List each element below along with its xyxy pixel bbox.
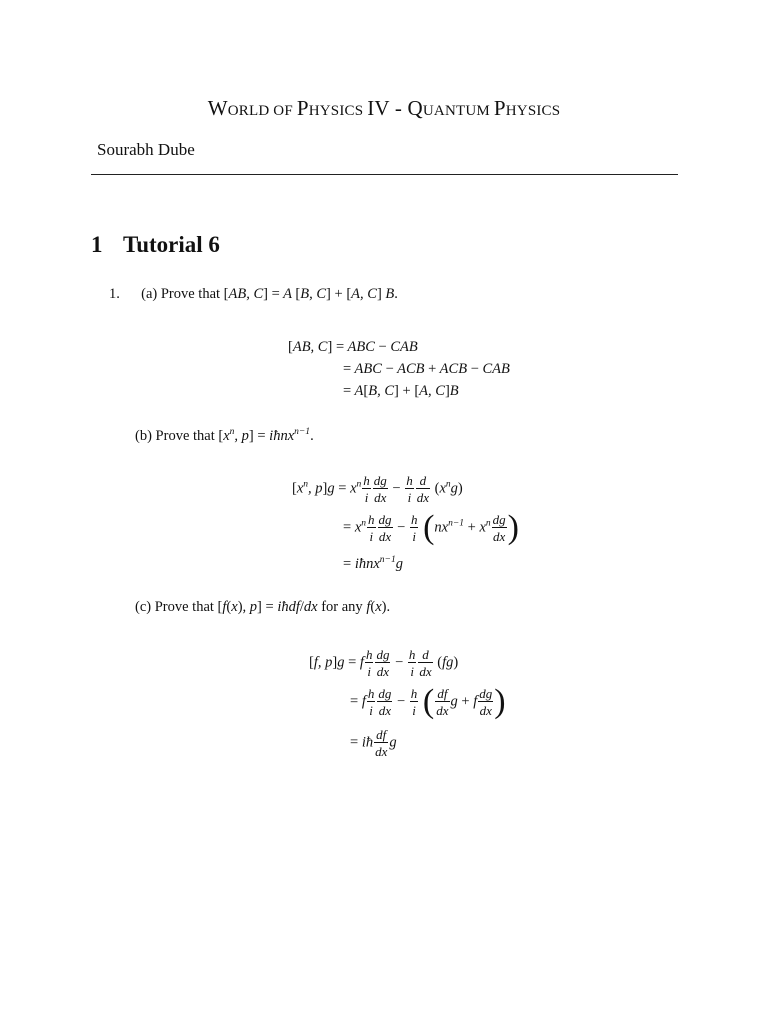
equation-b-line3: = iħnx$^{n-1}$g <box>343 555 403 572</box>
problem-c-statement <box>135 599 390 616</box>
part-a-label: (a) <box>141 286 158 302</box>
title-divider <box>91 174 678 175</box>
problem-b-statement <box>135 427 314 445</box>
part-c-text: Prove that <box>154 599 214 615</box>
part-b-label: (b) <box>135 427 152 444</box>
section-number: 1 <box>91 232 103 257</box>
problem-a-statement <box>109 286 398 303</box>
section-title: Tutorial 6 <box>123 232 220 257</box>
problem-number: 1. <box>109 286 120 302</box>
part-b-text: Prove that <box>155 427 215 444</box>
equation-a-line3: = A[B, C] + [A, C]B <box>343 383 459 399</box>
author-name: Sourabh Dube <box>97 140 195 159</box>
part-c-tail: for any <box>321 599 363 615</box>
equation-c-line1: [f, p]g = f $\frac{h}{i}$ $\frac{dg}{dx}$ − $\frac{h}{i}$ $\frac{d}{dx}$ (fg) <box>309 647 459 679</box>
part-b-formula: [$x^n$, p] = iħnx$^{n-1}$. <box>218 427 314 444</box>
equation-b-line1: [$x^n$, $p]g = x^n$ $\frac{h}{i}$ $\frac{dg}{dx}$ − $\frac{h}{i}$ $\frac{d}{dx}$ $(x^ng)$ <box>292 473 463 505</box>
part-c-function: f(x). <box>366 599 391 615</box>
part-a-formula: [AB, C] = A [B, C] + [A, C] B. <box>223 286 398 302</box>
part-c-label: (c) <box>135 599 152 615</box>
paper-title: WORLD OF PHYSICS IV - QUANTUM PHYSICS <box>207 96 561 120</box>
equation-c-line2: = f $\frac{h}{i}$ $\frac{dg}{dx}$ − $\frac{h}{i}$ ( $\frac{df}{dx}$ g + f $\frac{dg}{dx}$ ) <box>350 683 506 720</box>
section-heading <box>91 232 220 258</box>
equation-c-line3: = iħ $\frac{df}{dx}$ g <box>350 727 397 759</box>
equation-b-line2: = $x^n$ $\frac{h}{i}$ $\frac{dg}{dx}$ − $\frac{h}{i}$ ($nx^{n-1} + x^n$ $\frac{dg}{dx}$ ) <box>343 509 519 546</box>
equation-a-line2: = ABC − ACB + ACB − CAB <box>343 361 510 377</box>
part-c-formula: [f(x), p] = iħdf/dx <box>217 599 318 615</box>
equation-a-line1: [AB, C] = ABC − CAB <box>288 339 418 355</box>
part-a-text: Prove that <box>160 286 221 302</box>
